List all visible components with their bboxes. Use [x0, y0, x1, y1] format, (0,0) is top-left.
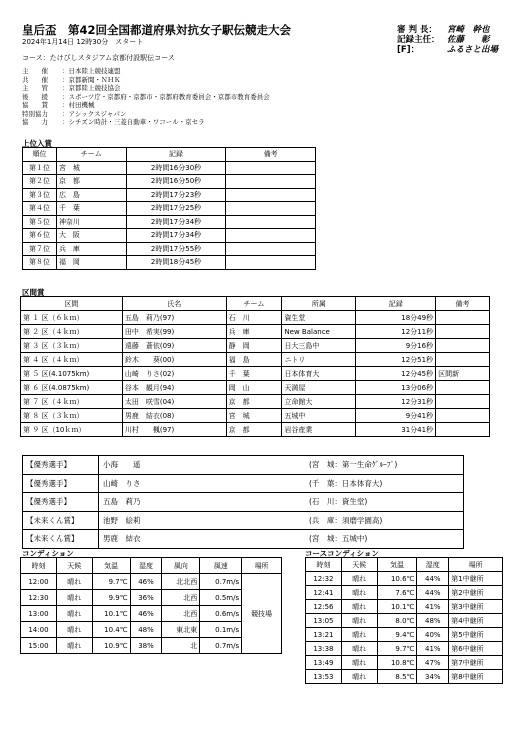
- course-condition-table: [305, 557, 503, 684]
- leg-cell: 第 ４ 区（４ｋｍ）: [21, 353, 123, 367]
- record-cell: 31分41秒: [356, 423, 436, 437]
- runner-name-cell: 川村 楓(97): [122, 423, 226, 437]
- rank-cell: 第１位: [23, 161, 57, 175]
- table-row: [21, 311, 490, 325]
- humidity-cell: 47%: [417, 656, 449, 670]
- official-referee: [397, 25, 498, 35]
- weather-cell: 晴れ: [341, 600, 377, 614]
- time-cell: 13:38: [306, 642, 342, 656]
- time-cell: 15:00: [21, 638, 57, 654]
- note-cell: [436, 353, 490, 367]
- wind-speed-cell: 0.6m/s: [200, 606, 242, 622]
- humidity-cell: 40%: [417, 628, 449, 642]
- table-row: [306, 656, 503, 670]
- leg-cell: 第 ９ 区（10ｋｍ）: [21, 423, 123, 437]
- organizer-row: [22, 67, 270, 76]
- time-cell: 12:30: [21, 590, 57, 606]
- table-row: [21, 574, 282, 590]
- award-title: 【未来くん賞】: [23, 530, 99, 548]
- record-cell: 2時間17分55秒: [126, 242, 226, 256]
- humidity-cell: 34%: [417, 670, 449, 684]
- note-cell: [226, 161, 316, 175]
- note-cell: 区間新: [436, 367, 490, 381]
- column-header: 所属: [282, 297, 356, 311]
- temperature-cell: 10.1℃: [377, 600, 417, 614]
- leg-cell: 第 ８ 区（３ｋｍ）: [21, 409, 123, 423]
- top-prize-table: [22, 147, 316, 270]
- wind-direction-cell: 東北東: [162, 622, 200, 638]
- humidity-cell: 44%: [417, 572, 449, 586]
- organizer-role: 協 賛: [22, 101, 48, 109]
- award-row: [22, 529, 464, 549]
- column-header: 氏名: [122, 297, 226, 311]
- record-cell: 2時間16分30秒: [126, 161, 226, 175]
- affiliation-cell: 岩谷産業: [282, 423, 356, 437]
- award-name: 池野 絵莉: [103, 515, 141, 525]
- record-cell: 2時間17分25秒: [126, 202, 226, 216]
- awards-list: [22, 455, 464, 549]
- section-prize-table: [20, 296, 490, 437]
- table-row: [23, 256, 316, 270]
- note-cell: [436, 381, 490, 395]
- time-cell: 12:32: [306, 572, 342, 586]
- wind-direction-cell: 北西: [162, 606, 200, 622]
- note-cell: [436, 339, 490, 353]
- note-cell: [436, 325, 490, 339]
- official-record-chief: [397, 35, 498, 45]
- organizer-row: [22, 76, 270, 85]
- temperature-cell: 8.0℃: [377, 614, 417, 628]
- weather-cell: 晴れ: [341, 614, 377, 628]
- team-cell: 広 島: [56, 188, 126, 202]
- record-cell: 12分51秒: [356, 353, 436, 367]
- award-affiliation: (千 葉：日本体育大): [309, 478, 383, 488]
- affiliation-cell: 立命館大: [282, 395, 356, 409]
- table-header-row: [21, 297, 490, 311]
- official-furusato: [397, 45, 498, 55]
- table-row: [21, 395, 490, 409]
- note-cell: [226, 175, 316, 189]
- temperature-cell: 10.4℃: [92, 622, 130, 638]
- award-title: 【優秀選手】: [23, 456, 99, 474]
- table-row: [21, 381, 490, 395]
- time-cell: 12:56: [306, 600, 342, 614]
- top-prize-heading: 上位入賞: [22, 139, 52, 148]
- table-header-row: [23, 148, 316, 162]
- official-label: [F]：: [397, 45, 420, 55]
- table-row: [23, 188, 316, 202]
- temperature-cell: 9.7℃: [92, 574, 130, 590]
- officials-block: [397, 25, 498, 55]
- table-header-row: [306, 558, 503, 572]
- start-datetime: 2024年1月14日 12時30分 スタート: [22, 38, 144, 46]
- official-value: ふるさと出場: [447, 45, 499, 55]
- record-cell: 13分06秒: [356, 381, 436, 395]
- award-affiliation: (兵 庫：須磨学園高): [309, 515, 383, 525]
- team-cell: 福 岡: [56, 256, 126, 270]
- humidity-cell: 48%: [130, 622, 162, 638]
- place-cell: 競技場: [242, 574, 282, 654]
- affiliation-cell: 日大三島中: [282, 339, 356, 353]
- team-cell: 宮 城: [226, 409, 282, 423]
- leg-cell: 第 ３ 区（３ｋｍ）: [21, 339, 123, 353]
- rank-cell: 第４位: [23, 202, 57, 216]
- award-row: [22, 511, 464, 530]
- weather-cell: 晴れ: [341, 656, 377, 670]
- note-cell: [226, 256, 316, 270]
- runner-name-cell: 五島 莉乃(97): [122, 311, 226, 325]
- affiliation-cell: 五城中: [282, 409, 356, 423]
- note-cell: [226, 229, 316, 243]
- record-cell: 12分45秒: [356, 367, 436, 381]
- column-header: 記録: [126, 148, 226, 162]
- award-title: 【未来くん賞】: [23, 512, 99, 530]
- note-cell: [436, 311, 490, 325]
- note-cell: [226, 188, 316, 202]
- table-row: [306, 670, 503, 684]
- runner-name-cell: 太田 咲雪(04): [122, 395, 226, 409]
- table-row: [21, 339, 490, 353]
- organizer-row: [22, 93, 270, 102]
- weather-cell: 晴れ: [56, 638, 92, 654]
- humidity-cell: 46%: [130, 606, 162, 622]
- team-cell: 千 葉: [226, 367, 282, 381]
- time-cell: 12:41: [306, 586, 342, 600]
- weather-cell: 晴れ: [341, 642, 377, 656]
- organizer-row: [22, 101, 270, 110]
- table-row: [306, 572, 503, 586]
- place-cell: 第3中継所: [449, 600, 503, 614]
- column-header: 気温: [92, 558, 130, 574]
- award-title: 【優秀選手】: [23, 475, 99, 493]
- rank-cell: 第６位: [23, 229, 57, 243]
- rank-cell: 第５位: [23, 215, 57, 229]
- table-row: [21, 409, 490, 423]
- runner-name-cell: 谷本 観月(94): [122, 381, 226, 395]
- organizer-role: 特別協力: [22, 109, 48, 118]
- note-cell: [436, 409, 490, 423]
- award-title: 【優秀選手】: [23, 493, 99, 511]
- humidity-cell: 36%: [130, 590, 162, 606]
- column-header: 備考: [226, 148, 316, 162]
- organizer-row: [22, 110, 270, 119]
- note-cell: [436, 423, 490, 437]
- table-row: [23, 242, 316, 256]
- note-cell: [226, 215, 316, 229]
- temperature-cell: 7.6℃: [377, 586, 417, 600]
- time-cell: 13:49: [306, 656, 342, 670]
- organizer-role: 協 力: [22, 118, 48, 126]
- record-cell: 2時間17分34秒: [126, 229, 226, 243]
- team-cell: 宮 城: [56, 161, 126, 175]
- table-row: [306, 600, 503, 614]
- weather-cell: 晴れ: [341, 670, 377, 684]
- award-row: [22, 455, 464, 474]
- note-cell: [226, 202, 316, 216]
- record-cell: 2時間18分45秒: [126, 256, 226, 270]
- table-row: [306, 586, 503, 600]
- leg-cell: 第 ６ 区(4.0875km): [21, 381, 123, 395]
- organizer-role: 共 催: [22, 75, 48, 84]
- award-name: 小海 遥: [103, 460, 141, 470]
- humidity-cell: 44%: [417, 586, 449, 600]
- column-header: 順位: [23, 148, 57, 162]
- record-cell: 2時間16分50秒: [126, 175, 226, 189]
- time-cell: 13:21: [306, 628, 342, 642]
- wind-speed-cell: 0.7m/s: [200, 574, 242, 590]
- table-row: [23, 202, 316, 216]
- time-cell: 13:05: [306, 614, 342, 628]
- rank-cell: 第８位: [23, 256, 57, 270]
- table-row: [21, 367, 490, 381]
- place-cell: 第6中継所: [449, 642, 503, 656]
- place-cell: 第7中継所: [449, 656, 503, 670]
- table-row: [21, 353, 490, 367]
- runner-name-cell: 鈴木 葵(00): [122, 353, 226, 367]
- award-name: 五島 莉乃: [103, 497, 141, 507]
- humidity-cell: 38%: [130, 638, 162, 654]
- column-header: チーム: [226, 297, 282, 311]
- place-cell: 第5中継所: [449, 628, 503, 642]
- place-cell: 第2中継所: [449, 586, 503, 600]
- note-cell: [226, 242, 316, 256]
- team-cell: 大 阪: [56, 229, 126, 243]
- column-header: 場所: [449, 558, 503, 572]
- award-affiliation: (宮 城：五城中): [309, 534, 368, 544]
- team-cell: 静 岡: [226, 339, 282, 353]
- official-label: 審 判 長：: [397, 25, 437, 35]
- team-cell: 千 葉: [56, 202, 126, 216]
- weather-cell: 晴れ: [56, 574, 92, 590]
- temperature-cell: 10.9℃: [92, 638, 130, 654]
- weather-cell: 晴れ: [341, 628, 377, 642]
- team-cell: 京 都: [56, 175, 126, 189]
- note-cell: [436, 395, 490, 409]
- column-header: 風向: [162, 558, 200, 574]
- weather-cell: 晴れ: [56, 606, 92, 622]
- wind-speed-cell: 0.1m/s: [200, 622, 242, 638]
- rank-cell: 第３位: [23, 188, 57, 202]
- table-row: [23, 229, 316, 243]
- organizer-role: 主 催: [22, 67, 48, 75]
- column-header: 記録: [356, 297, 436, 311]
- column-header: チーム: [56, 148, 126, 162]
- organizer-value: ：京都陸上競技協会: [62, 84, 121, 92]
- organizer-row: [22, 118, 270, 127]
- affiliation-cell: New Balance: [282, 325, 356, 339]
- runner-name-cell: 山崎 りさ(02): [122, 367, 226, 381]
- organizer-value: ：日本陸上競技連盟: [62, 67, 121, 75]
- organizer-row: [22, 84, 270, 93]
- temperature-cell: 9.7℃: [377, 642, 417, 656]
- place-cell: 第4中継所: [449, 614, 503, 628]
- wind-direction-cell: 北西: [162, 590, 200, 606]
- column-header: 備考: [436, 297, 490, 311]
- weather-cell: 晴れ: [56, 590, 92, 606]
- temperature-cell: 9.9℃: [92, 590, 130, 606]
- condition-heading: コンディション: [22, 549, 74, 558]
- team-cell: 神奈川: [56, 215, 126, 229]
- official-label: 記録主任：: [397, 35, 440, 45]
- column-header: 風速: [200, 558, 242, 574]
- column-header: 湿度: [417, 558, 449, 572]
- time-cell: 13:00: [21, 606, 57, 622]
- table-row: [23, 175, 316, 189]
- column-header: 気温: [377, 558, 417, 572]
- team-cell: 京 都: [226, 423, 282, 437]
- time-cell: 13:53: [306, 670, 342, 684]
- leg-cell: 第 ５ 区(4.1075km): [21, 367, 123, 381]
- affiliation-cell: 日本体育大: [282, 367, 356, 381]
- column-header: 天候: [341, 558, 377, 572]
- rank-cell: 第７位: [23, 242, 57, 256]
- temperature-cell: 8.5℃: [377, 670, 417, 684]
- organizer-value: ：スポーツ庁・京都府・京都市・京都府教育委員会・京都市教育委員会: [62, 92, 270, 101]
- weather-cell: 晴れ: [341, 586, 377, 600]
- team-cell: 岡 山: [226, 381, 282, 395]
- condition-table: [20, 557, 282, 654]
- course-name: コース：たけびしスタジアム京都付設駅伝コース: [22, 54, 175, 62]
- table-row: [23, 161, 316, 175]
- temperature-cell: 10.6℃: [377, 572, 417, 586]
- temperature-cell: 10.1℃: [92, 606, 130, 622]
- time-cell: 14:00: [21, 622, 57, 638]
- affiliation-cell: 資生堂: [282, 311, 356, 325]
- award-row: [22, 492, 464, 511]
- organizer-value: ：シチズン時計・三菱自動車・ワコール・京セラ: [62, 118, 205, 126]
- section-prize-heading: 区間賞: [22, 288, 45, 297]
- award-name: 山崎 りさ: [103, 478, 141, 488]
- table-row: [23, 215, 316, 229]
- wind-speed-cell: 0.7m/s: [200, 638, 242, 654]
- record-cell: 2時間17分34秒: [126, 215, 226, 229]
- wind-direction-cell: 北: [162, 638, 200, 654]
- wind-speed-cell: 0.5m/s: [200, 590, 242, 606]
- page-title: 皇后盃 第42回全国都道府県対抗女子駅伝競走大会: [22, 23, 292, 37]
- record-cell: 9分41秒: [356, 409, 436, 423]
- column-header: 区間: [21, 297, 123, 311]
- record-cell: 2時間17分23秒: [126, 188, 226, 202]
- weather-cell: 晴れ: [341, 572, 377, 586]
- table-row: [306, 628, 503, 642]
- team-cell: 兵 庫: [56, 242, 126, 256]
- award-row: [22, 474, 464, 493]
- leg-cell: 第 １ 区（６ｋｍ）: [21, 311, 123, 325]
- rank-cell: 第２位: [23, 175, 57, 189]
- humidity-cell: 46%: [130, 574, 162, 590]
- humidity-cell: 41%: [417, 642, 449, 656]
- team-cell: 石 川: [226, 311, 282, 325]
- weather-cell: 晴れ: [56, 622, 92, 638]
- table-row: [21, 423, 490, 437]
- runner-name-cell: 遠藤 蒼依(09): [122, 339, 226, 353]
- award-name: 男鹿 結衣: [103, 534, 141, 544]
- leg-cell: 第 ２ 区（４ｋｍ）: [21, 325, 123, 339]
- table-row: [306, 642, 503, 656]
- team-cell: 京 都: [226, 395, 282, 409]
- runner-name-cell: 田中 希実(99): [122, 325, 226, 339]
- organizer-value: ：村田機械: [62, 101, 95, 109]
- record-cell: 12分31秒: [356, 395, 436, 409]
- column-header: 場所: [242, 558, 282, 574]
- affiliation-cell: 天満屋: [282, 381, 356, 395]
- team-cell: 福 島: [226, 353, 282, 367]
- award-affiliation: (石 川：資生堂): [309, 497, 368, 507]
- leg-cell: 第 ７ 区（４ｋｍ）: [21, 395, 123, 409]
- course-condition-heading: コースコンディション: [305, 549, 379, 558]
- table-row: [21, 325, 490, 339]
- humidity-cell: 48%: [417, 614, 449, 628]
- official-value: 宮崎 幹也: [447, 25, 490, 35]
- table-header-row: [21, 558, 282, 574]
- official-value: 佐藤 彰: [447, 35, 490, 45]
- record-cell: 18分49秒: [356, 311, 436, 325]
- award-affiliation: (宮 城：第一生命ｸﾞﾙｰﾌﾟ): [309, 460, 398, 470]
- team-cell: 兵 庫: [226, 325, 282, 339]
- record-cell: 9分16秒: [356, 339, 436, 353]
- affiliation-cell: ニトリ: [282, 353, 356, 367]
- temperature-cell: 10.8℃: [377, 656, 417, 670]
- temperature-cell: 9.4℃: [377, 628, 417, 642]
- column-header: 湿度: [130, 558, 162, 574]
- time-cell: 12:00: [21, 574, 57, 590]
- column-header: 時刻: [306, 558, 342, 572]
- table-row: [306, 614, 503, 628]
- organizer-role: 主 管: [22, 84, 48, 92]
- wind-direction-cell: 北北西: [162, 574, 200, 590]
- humidity-cell: 41%: [417, 600, 449, 614]
- place-cell: 第1中継所: [449, 572, 503, 586]
- organizer-value: ：京都新聞・ＮＨＫ: [62, 75, 121, 84]
- organizers-block: [22, 67, 270, 127]
- runner-name-cell: 男鹿 結衣(08): [122, 409, 226, 423]
- place-cell: 第8中継所: [449, 670, 503, 684]
- column-header: 天候: [56, 558, 92, 574]
- organizer-value: ：アシックスジャパン: [62, 109, 127, 118]
- record-cell: 12分11秒: [356, 325, 436, 339]
- column-header: 時刻: [21, 558, 57, 574]
- organizer-role: 後 援: [22, 92, 48, 101]
